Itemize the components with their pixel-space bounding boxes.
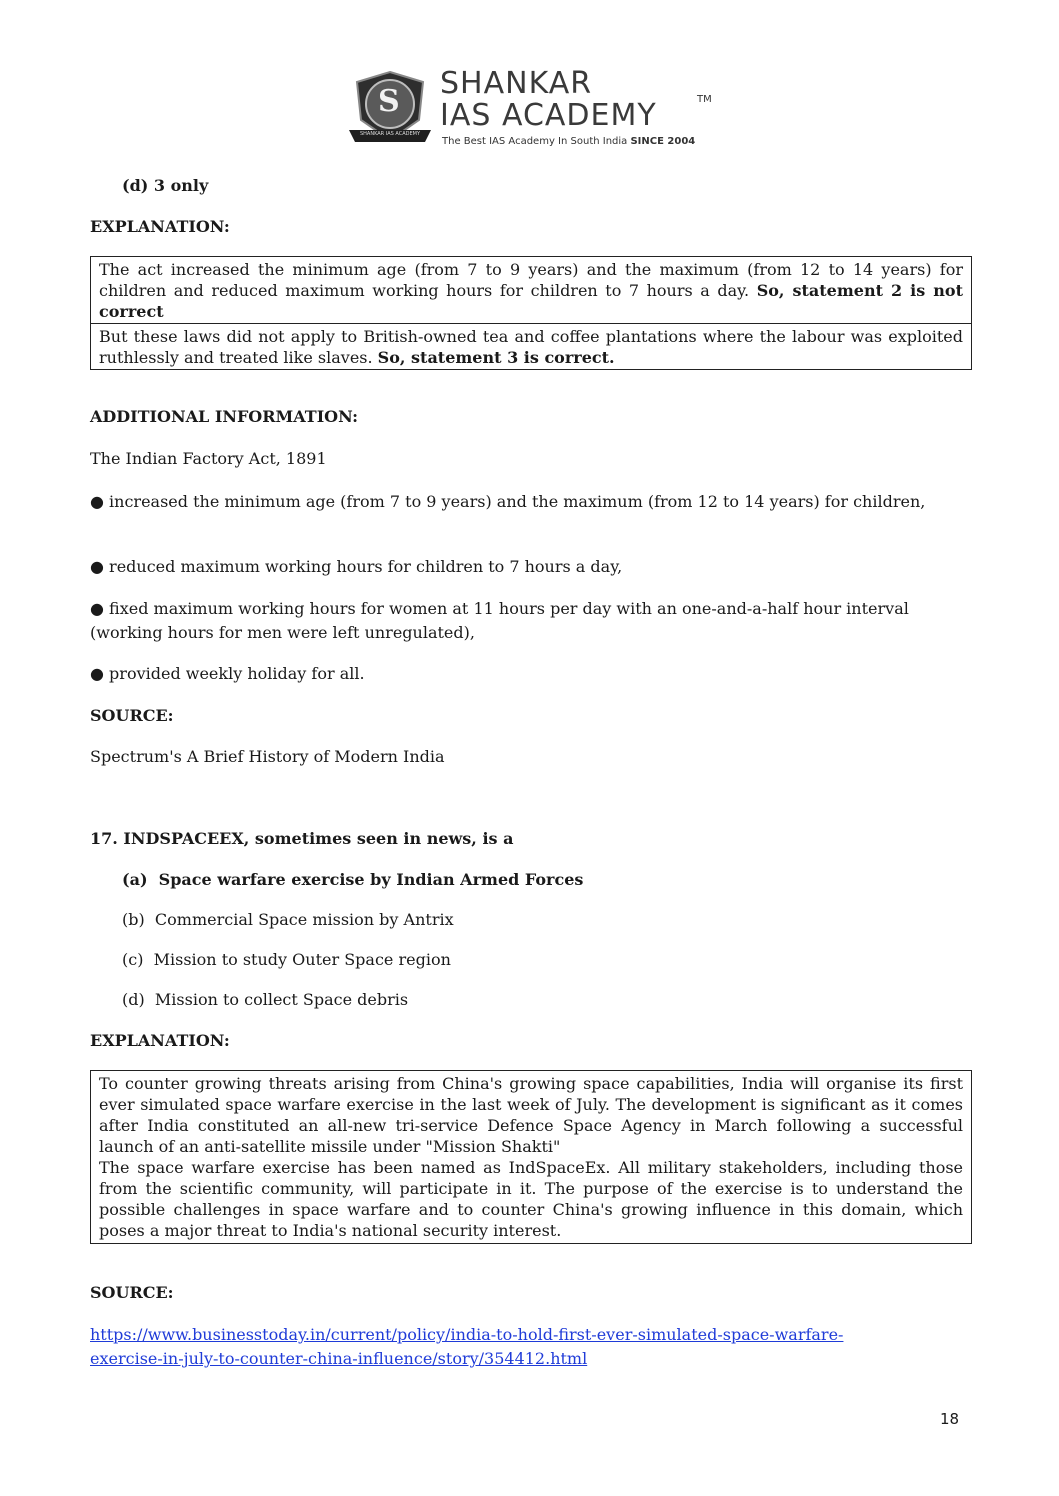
explanation-conclusion: So, statement 3 is correct. — [377, 348, 615, 367]
q17-question: 17. INDSPACEEX, sometimes seen in news, is a — [90, 829, 514, 848]
q16-explanation-box — [90, 256, 972, 370]
q17-option-a — [122, 869, 583, 891]
logo-ribbon-text: SHANKAR IAS ACADEMY — [359, 131, 421, 137]
logo-tagline — [442, 136, 695, 147]
q16-explanation-heading: EXPLANATION: — [90, 217, 230, 236]
q17-option-b — [122, 909, 454, 931]
bullet-item: ● fixed maximum working hours for women at 11 hours per day with an one-and-a-half hour interval (working hours for men were left unregulated), — [90, 599, 909, 642]
explanation-paragraph: To counter growing threats arising from China's growing space capabilities, India will organise its first ever simulated space warfare exercise in the last week of July. The development is significant as it comes after India constituted an all-new tri-service Defence Space Agency in March following a successful launch of an anti-satellite missile under "Mission Shakti" — [99, 1074, 963, 1156]
q16-explanation-row — [91, 257, 971, 323]
academy-logo — [345, 68, 725, 158]
logo-trademark: TM — [697, 94, 712, 105]
q17-source-heading: SOURCE: — [90, 1283, 174, 1302]
option-text: Commercial Space mission by Antrix — [154, 910, 454, 929]
q17-source-link-block — [90, 1323, 843, 1371]
tagline-since: SINCE 2004 — [630, 136, 696, 147]
option-label: (b) — [122, 910, 145, 929]
q16-source-heading: SOURCE: — [90, 706, 174, 725]
option-label: (c) — [122, 950, 144, 969]
tagline-prefix: The Best IAS Academy In South India — [442, 136, 628, 147]
q17-option-c — [122, 949, 451, 971]
bullet-item: ● increased the minimum age (from 7 to 9 years) and the maximum (from 12 to 14 years) for children, — [90, 492, 926, 511]
q17-explanation-content — [91, 1071, 971, 1243]
q17-option-d — [122, 989, 408, 1011]
logo-letter: S — [378, 84, 400, 119]
additional-info-heading: ADDITIONAL INFORMATION: — [90, 407, 359, 426]
option-label: (d) — [122, 990, 145, 1009]
logo-title-line2: IAS ACADEMY — [440, 98, 657, 133]
option-text: Mission to collect Space debris — [154, 990, 409, 1009]
q16-source-text: Spectrum's A Brief History of Modern India — [90, 747, 445, 766]
source-link[interactable] — [90, 1325, 843, 1368]
option-label: (a) — [122, 870, 148, 889]
q16-explanation-row — [91, 323, 971, 369]
act-title: The Indian Factory Act, 1891 — [90, 449, 327, 468]
page-number: 18 — [940, 1410, 960, 1428]
option-text: Space warfare exercise by Indian Armed Forces — [158, 870, 584, 889]
explanation-conclusion: So, statement 2 is not correct — [99, 281, 963, 321]
explanation-text: But these laws did not apply to British-owned tea and coffee plantations where the labour was exploited ruthlessly and treated like slaves. — [99, 327, 963, 367]
bullet-item: ● reduced maximum working hours for children to 7 hours a day, — [90, 557, 623, 576]
source-link-line2: exercise-in-july-to-counter-china-influence/story/354412.html — [90, 1349, 588, 1368]
source-link-line1: https://www.businesstoday.in/current/policy/india-to-hold-first-ever-simulated-space-warfare- — [90, 1325, 844, 1344]
q16-answer: (d) 3 only — [122, 176, 209, 195]
bullet-item: ● provided weekly holiday for all. — [90, 664, 365, 683]
q17-explanation-heading: EXPLANATION: — [90, 1031, 230, 1050]
q17-explanation-box — [90, 1070, 972, 1244]
explanation-paragraph: The space warfare exercise has been named as IndSpaceEx. All military stakeholders, including those from the scientific community, will participate in it. The purpose of the exercise is to understand the possible challenges in space warfare and to counter China's growing influence in this domain, which poses a major threat to India's national security interest. — [99, 1158, 963, 1240]
explanation-text: The act increased the minimum age (from 7 to 9 years) and the maximum (from 12 to 14 years) for children and reduced maximum working hours for children to 7 hours a day. — [99, 260, 963, 300]
logo-title-line1: SHANKAR — [440, 66, 593, 101]
option-text: Mission to study Outer Space region — [153, 950, 451, 969]
